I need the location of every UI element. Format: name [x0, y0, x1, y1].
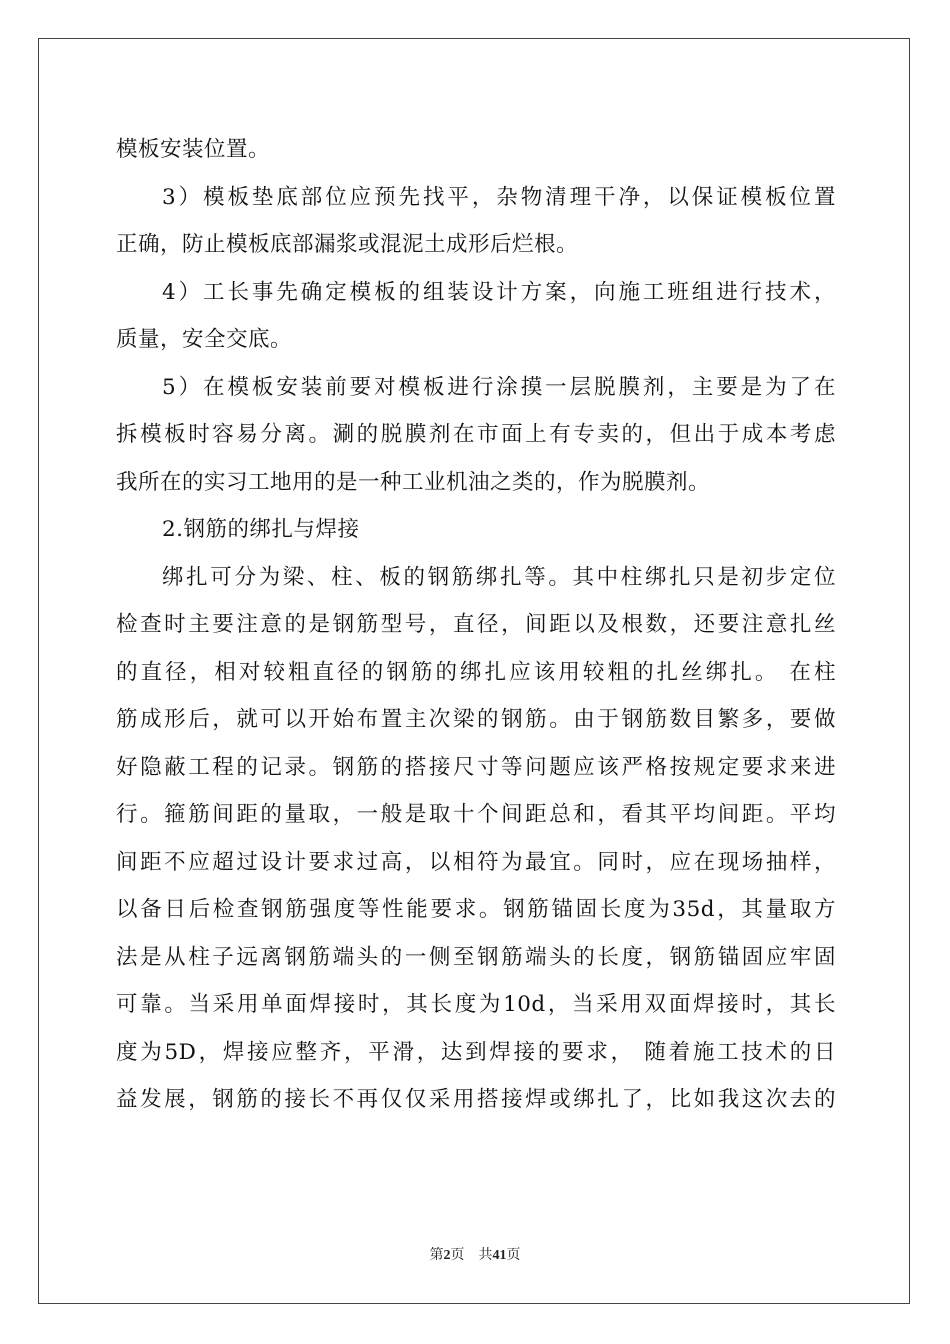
text-line: 拆模板时容易分离。涮的脱膜剂在市面上有专卖的，但出于成本考虑 — [116, 422, 836, 447]
text-line: 行。箍筋间距的量取，一般是取十个间距总和，看其平均间距。平均 — [116, 802, 836, 827]
total-prefix: 共 — [478, 1248, 493, 1263]
text-line: 以备日后检查钢筋强度等性能要求。钢筋锚固长度为35d，其量取方 — [116, 897, 836, 922]
text-line: 可靠。当采用单面焊接时，其长度为10d，当采用双面焊接时，其长 — [116, 992, 836, 1017]
text-line: 检查时主要注意的是钢筋型号，直径，间距以及根数，还要注意扎丝 — [116, 612, 836, 637]
page-prefix: 第 — [429, 1248, 444, 1263]
text-line: 法是从柱子远离钢筋端头的一侧至钢筋端头的长度，钢筋锚固应牢固 — [116, 944, 836, 970]
text-line: 筋成形后，就可以开始布置主次梁的钢筋。由于钢筋数目繁多，要做 — [116, 707, 836, 732]
text-line: 3）模板垫底部位应预先找平，杂物清理干净，以保证模板位置 — [162, 184, 836, 210]
page-suffix: 页 — [450, 1248, 465, 1263]
text-line: 的直径，相对较粗直径的钢筋的绑扎应该用较粗的扎丝绑扎。 在柱 — [116, 659, 836, 685]
text-line: 间距不应超过设计要求过高，以相符为最宜。同时，应在现场抽样， — [116, 849, 836, 875]
text-line: 绑扎可分为梁、柱、板的钢筋绑扎等。其中柱绑扎只是初步定位 — [162, 564, 836, 590]
text-line: 正确，防止模板底部漏浆或混泥土成形后烂根。 — [116, 232, 579, 257]
text-line: 2.钢筋的绑扎与焊接 — [162, 517, 360, 542]
total-pages: 41 — [492, 1248, 507, 1263]
text-line: 质量，安全交底。 — [116, 327, 293, 352]
text-line: 4）工长事先确定模板的组装设计方案，向施工班组进行技术， — [162, 279, 836, 305]
text-line: 5）在模板安装前要对模板进行涂摸一层脱膜剂，主要是为了在 — [162, 374, 836, 400]
total-suffix: 页 — [506, 1248, 521, 1263]
text-line: 好隐蔽工程的记录。钢筋的搭接尺寸等问题应该严格按规定要求来进 — [116, 754, 836, 780]
text-line: 度为5D，焊接应整齐，平滑，达到焊接的要求， 随着施工技术的日 — [116, 1039, 836, 1065]
page-number: 2 — [443, 1248, 451, 1263]
document-body — [116, 126, 836, 1124]
page-footer — [0, 1244, 950, 1264]
text-line: 益发展，钢筋的接长不再仅仅采用搭接焊或绑扎了，比如我这次去的 — [116, 1087, 836, 1112]
text-line: 模板安装位置。 — [116, 137, 271, 162]
text-line: 我所在的实习工地用的是一种工业机油之类的，作为脱膜剂。 — [116, 469, 711, 495]
